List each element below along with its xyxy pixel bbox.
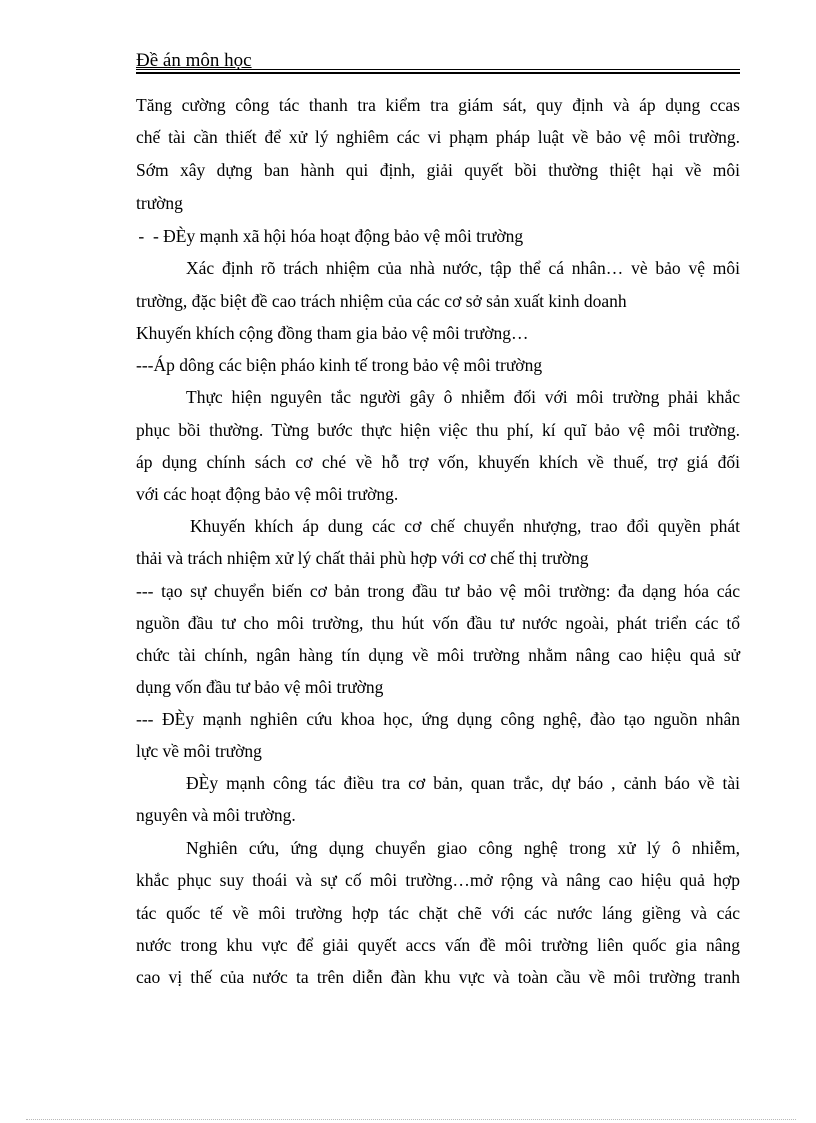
text-line: ---Áp dông các biện pháo kinh tế trong bảo vệ môi trường	[136, 355, 543, 375]
text-line: Tăng cường công tác thanh tra kiểm tra giám sát, quy định và áp dụng ccas	[136, 95, 740, 115]
text-line: dụng vốn đầu tư bảo vệ môi trường	[136, 677, 384, 697]
text-line: trường	[136, 193, 183, 213]
text-line: khắc phục suy thoái và sự cố môi trường…mở rộng và nâng cao hiệu quả hợp	[136, 870, 740, 890]
text-line: nước trong khu vực để giải quyết accs vấn đề môi trường liên quốc gia nâng	[136, 935, 740, 955]
text-line: --- tạo sự chuyển biến cơ bản trong đầu tư bảo vệ môi trường: đa dạng hóa các	[136, 581, 740, 601]
text-line: nguyên và môi trường.	[136, 805, 296, 825]
page-bottom-border	[26, 1119, 796, 1120]
text-line: Thực hiện nguyên tắc người gây ô nhiễm đối với môi trường phải khắc	[186, 387, 740, 407]
text-line: chế tài cần thiết để xử lý nghiêm các vi phạm pháp luật về bảo vệ môi trường.	[136, 127, 740, 147]
text-line: chức tài chính, ngân hàng tín dụng về môi trường nhằm nâng cao hiệu quả sử	[136, 645, 740, 665]
text-line: Khuyến khích áp dung các cơ chế chuyển nhượng, trao đổi quyền phát	[190, 516, 740, 536]
text-line: Sớm xây dựng ban hành qui định, giải quyết bồi thường thiệt hại về môi	[136, 160, 740, 180]
text-line: trường, đặc biệt đề cao trách nhiệm của các cơ sở sản xuất kinh doanh	[136, 291, 627, 311]
text-line: phục bồi thường. Từng bước thực hiện việc thu phí, kí quĩ bảo vệ môi trường.	[136, 420, 740, 440]
text-line: nguồn đầu tư cho môi trường, thu hút vốn đầu tư nước ngoài, phát triển các tổ	[136, 613, 740, 633]
text-line: với các hoạt động bảo vệ môi trường.	[136, 484, 399, 504]
header-rule-thin	[136, 69, 740, 70]
text-line: Xác định rõ trách nhiệm của nhà nước, tập thể cá nhân… vè bảo vệ môi	[186, 258, 740, 278]
text-line: cao vị thế của nước ta trên diễn đàn khu vực và toàn cầu về môi trường tranh	[136, 967, 740, 987]
text-line: --- ĐÈy mạnh nghiên cứu khoa học, ứng dụng công nghệ, đào tạo nguồn nhân	[136, 709, 740, 729]
text-line: Nghiên cứu, ứng dụng chuyển giao công nghệ trong xử lý ô nhiễm,	[186, 838, 740, 858]
text-line: - - ĐÈy mạnh xã hội hóa hoạt động bảo vệ môi trường	[134, 226, 524, 246]
text-line: tác quốc tế về môi trường hợp tác chặt chẽ với các nước láng giềng và các	[136, 903, 740, 923]
text-line: thải và trách nhiệm xử lý chất thải phù hợp với cơ chế thị trường	[136, 548, 589, 568]
text-line: Khuyến khích cộng đồng tham gia bảo vệ môi trường…	[136, 323, 529, 343]
text-line: ĐÈy mạnh công tác điều tra cơ bản, quan trắc, dự báo , cảnh báo về tài	[186, 773, 740, 793]
text-line: áp dụng chính sách cơ ché về hỗ trợ vốn, khuyến khích về thuế, trợ giá đối	[136, 452, 740, 472]
text-line: lực về môi trường	[136, 741, 262, 761]
header-rule-thick	[136, 72, 740, 74]
page-header-title: Đề án môn học	[136, 50, 252, 71]
